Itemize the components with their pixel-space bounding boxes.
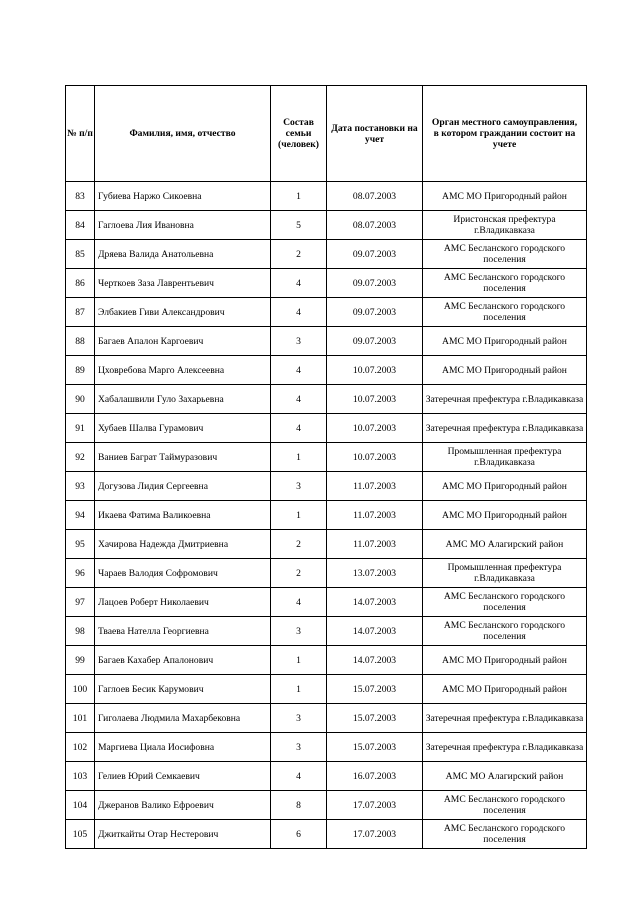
- cell-num: 101: [66, 704, 95, 733]
- table-row: [66, 182, 587, 211]
- cell-date: 08.07.2003: [327, 211, 423, 240]
- table-row: [66, 298, 587, 327]
- cell-size: 4: [271, 762, 327, 791]
- cell-date: 17.07.2003: [327, 820, 423, 849]
- cell-date: 17.07.2003: [327, 791, 423, 820]
- cell-org: Иристонская префектура г.Владикавказа: [423, 211, 587, 240]
- cell-size: 4: [271, 269, 327, 298]
- header-name: Фамилия, имя, отчество: [95, 86, 271, 182]
- header-row: [66, 86, 587, 182]
- cell-num: 103: [66, 762, 95, 791]
- cell-num: 89: [66, 356, 95, 385]
- cell-name: Элбакиев Гиви Александрович: [95, 298, 271, 327]
- table-row: [66, 820, 587, 849]
- table-row: [66, 675, 587, 704]
- cell-date: 15.07.2003: [327, 733, 423, 762]
- cell-org: АМС Бесланского городского поселения: [423, 820, 587, 849]
- cell-num: 93: [66, 472, 95, 501]
- cell-name: Догузова Лидия Сергеевна: [95, 472, 271, 501]
- cell-name: Дряева Валида Анатольевна: [95, 240, 271, 269]
- cell-date: 10.07.2003: [327, 414, 423, 443]
- cell-org: Затеречная префектура г.Владикавказа: [423, 414, 587, 443]
- table-row: [66, 617, 587, 646]
- cell-date: 08.07.2003: [327, 182, 423, 211]
- registry-table: [65, 85, 587, 849]
- cell-name: Багаев Кахабер Апалонович: [95, 646, 271, 675]
- cell-num: 98: [66, 617, 95, 646]
- cell-org: Затеречная префектура г.Владикавказа: [423, 733, 587, 762]
- cell-size: 2: [271, 559, 327, 588]
- cell-date: 15.07.2003: [327, 704, 423, 733]
- cell-num: 88: [66, 327, 95, 356]
- cell-org: АМС МО Алагирский район: [423, 530, 587, 559]
- cell-org: АМС Бесланского городского поселения: [423, 240, 587, 269]
- cell-date: 11.07.2003: [327, 472, 423, 501]
- header-size: Состав семьи (человек): [271, 86, 327, 182]
- cell-num: 96: [66, 559, 95, 588]
- table-row: [66, 472, 587, 501]
- table-row: [66, 762, 587, 791]
- cell-org: АМС МО Пригородный район: [423, 646, 587, 675]
- table-row: [66, 414, 587, 443]
- cell-name: Джеранов Валико Ефроевич: [95, 791, 271, 820]
- cell-date: 09.07.2003: [327, 327, 423, 356]
- cell-num: 97: [66, 588, 95, 617]
- cell-date: 10.07.2003: [327, 385, 423, 414]
- cell-name: Гиголаева Людмила Махарбековна: [95, 704, 271, 733]
- table-row: [66, 211, 587, 240]
- cell-date: 13.07.2003: [327, 559, 423, 588]
- cell-name: Маргиева Циала Иосифовна: [95, 733, 271, 762]
- cell-org: Затеречная префектура г.Владикавказа: [423, 704, 587, 733]
- cell-name: Гелиев Юрий Семкаевич: [95, 762, 271, 791]
- cell-org: Промышленная префектура г.Владикавказа: [423, 559, 587, 588]
- cell-date: 15.07.2003: [327, 675, 423, 704]
- cell-num: 104: [66, 791, 95, 820]
- cell-org: АМС МО Пригородный район: [423, 501, 587, 530]
- table-body: [66, 182, 587, 849]
- cell-size: 4: [271, 588, 327, 617]
- header-date: Дата постановки на учет: [327, 86, 423, 182]
- cell-org: АМС МО Алагирский район: [423, 762, 587, 791]
- table-row: [66, 588, 587, 617]
- table-row: [66, 791, 587, 820]
- cell-name: Тваева Нателла Георгиевна: [95, 617, 271, 646]
- cell-num: 99: [66, 646, 95, 675]
- cell-size: 3: [271, 327, 327, 356]
- cell-num: 90: [66, 385, 95, 414]
- cell-name: Губиева Наржо Сикоевна: [95, 182, 271, 211]
- table-row: [66, 559, 587, 588]
- cell-size: 1: [271, 646, 327, 675]
- table-row: [66, 385, 587, 414]
- cell-name: Черткоев Заза Лаврентьевич: [95, 269, 271, 298]
- cell-date: 11.07.2003: [327, 530, 423, 559]
- cell-size: 4: [271, 414, 327, 443]
- cell-name: Гаглоев Бесик Карумович: [95, 675, 271, 704]
- cell-date: 16.07.2003: [327, 762, 423, 791]
- cell-org: АМС МО Пригородный район: [423, 356, 587, 385]
- cell-org: АМС МО Пригородный район: [423, 675, 587, 704]
- table-row: [66, 327, 587, 356]
- cell-size: 2: [271, 530, 327, 559]
- cell-name: Икаева Фатима Валикоевна: [95, 501, 271, 530]
- table-row: [66, 443, 587, 472]
- cell-org: АМС Бесланского городского поселения: [423, 617, 587, 646]
- table-row: [66, 733, 587, 762]
- cell-date: 11.07.2003: [327, 501, 423, 530]
- cell-date: 10.07.2003: [327, 443, 423, 472]
- cell-org: АМС МО Пригородный район: [423, 472, 587, 501]
- cell-num: 100: [66, 675, 95, 704]
- cell-num: 86: [66, 269, 95, 298]
- cell-size: 4: [271, 385, 327, 414]
- cell-org: Затеречная префектура г.Владикавказа: [423, 385, 587, 414]
- cell-num: 84: [66, 211, 95, 240]
- cell-date: 09.07.2003: [327, 240, 423, 269]
- cell-size: 4: [271, 298, 327, 327]
- cell-org: Промышленная префектура г.Владикавказа: [423, 443, 587, 472]
- header-num: № п/п: [66, 86, 95, 182]
- cell-size: 3: [271, 733, 327, 762]
- cell-name: Багаев Апалон Каргоевич: [95, 327, 271, 356]
- table-row: [66, 501, 587, 530]
- cell-size: 1: [271, 182, 327, 211]
- header-org: Орган местного самоуправления, в котором граждании состоит на учете: [423, 86, 587, 182]
- table-row: [66, 356, 587, 385]
- cell-date: 09.07.2003: [327, 298, 423, 327]
- cell-num: 102: [66, 733, 95, 762]
- cell-num: 105: [66, 820, 95, 849]
- cell-date: 14.07.2003: [327, 646, 423, 675]
- cell-size: 5: [271, 211, 327, 240]
- cell-name: Чараев Валодия Софромович: [95, 559, 271, 588]
- cell-size: 1: [271, 675, 327, 704]
- cell-num: 83: [66, 182, 95, 211]
- table-row: [66, 240, 587, 269]
- cell-date: 09.07.2003: [327, 269, 423, 298]
- cell-org: АМС МО Пригородный район: [423, 327, 587, 356]
- cell-name: Джиткайты Отар Нестерович: [95, 820, 271, 849]
- cell-name: Гаглоева Лия Ивановна: [95, 211, 271, 240]
- cell-size: 3: [271, 472, 327, 501]
- cell-num: 92: [66, 443, 95, 472]
- cell-num: 95: [66, 530, 95, 559]
- cell-date: 14.07.2003: [327, 588, 423, 617]
- cell-date: 10.07.2003: [327, 356, 423, 385]
- cell-org: АМС Бесланского городского поселения: [423, 269, 587, 298]
- cell-size: 4: [271, 356, 327, 385]
- table-row: [66, 269, 587, 298]
- table-row: [66, 704, 587, 733]
- cell-name: Хубаев Шалва Гурамович: [95, 414, 271, 443]
- cell-name: Хачирова Надежда Дмитриевна: [95, 530, 271, 559]
- cell-org: АМС МО Пригородный район: [423, 182, 587, 211]
- cell-date: 14.07.2003: [327, 617, 423, 646]
- cell-num: 91: [66, 414, 95, 443]
- cell-name: Хабалашвили Гуло Захарьевна: [95, 385, 271, 414]
- cell-size: 1: [271, 443, 327, 472]
- table-row: [66, 646, 587, 675]
- cell-name: Ваниев Баграт Таймуразович: [95, 443, 271, 472]
- cell-name: Лацоев Роберт Николаевич: [95, 588, 271, 617]
- cell-size: 3: [271, 704, 327, 733]
- table-row: [66, 530, 587, 559]
- cell-size: 6: [271, 820, 327, 849]
- cell-org: АМС Бесланского городского поселения: [423, 791, 587, 820]
- cell-size: 3: [271, 617, 327, 646]
- cell-num: 87: [66, 298, 95, 327]
- cell-size: 1: [271, 501, 327, 530]
- cell-size: 8: [271, 791, 327, 820]
- cell-num: 94: [66, 501, 95, 530]
- cell-name: Цховребова Марго Алексеевна: [95, 356, 271, 385]
- cell-org: АМС Бесланского городского поселения: [423, 588, 587, 617]
- cell-org: АМС Бесланского городского поселения: [423, 298, 587, 327]
- cell-size: 2: [271, 240, 327, 269]
- cell-num: 85: [66, 240, 95, 269]
